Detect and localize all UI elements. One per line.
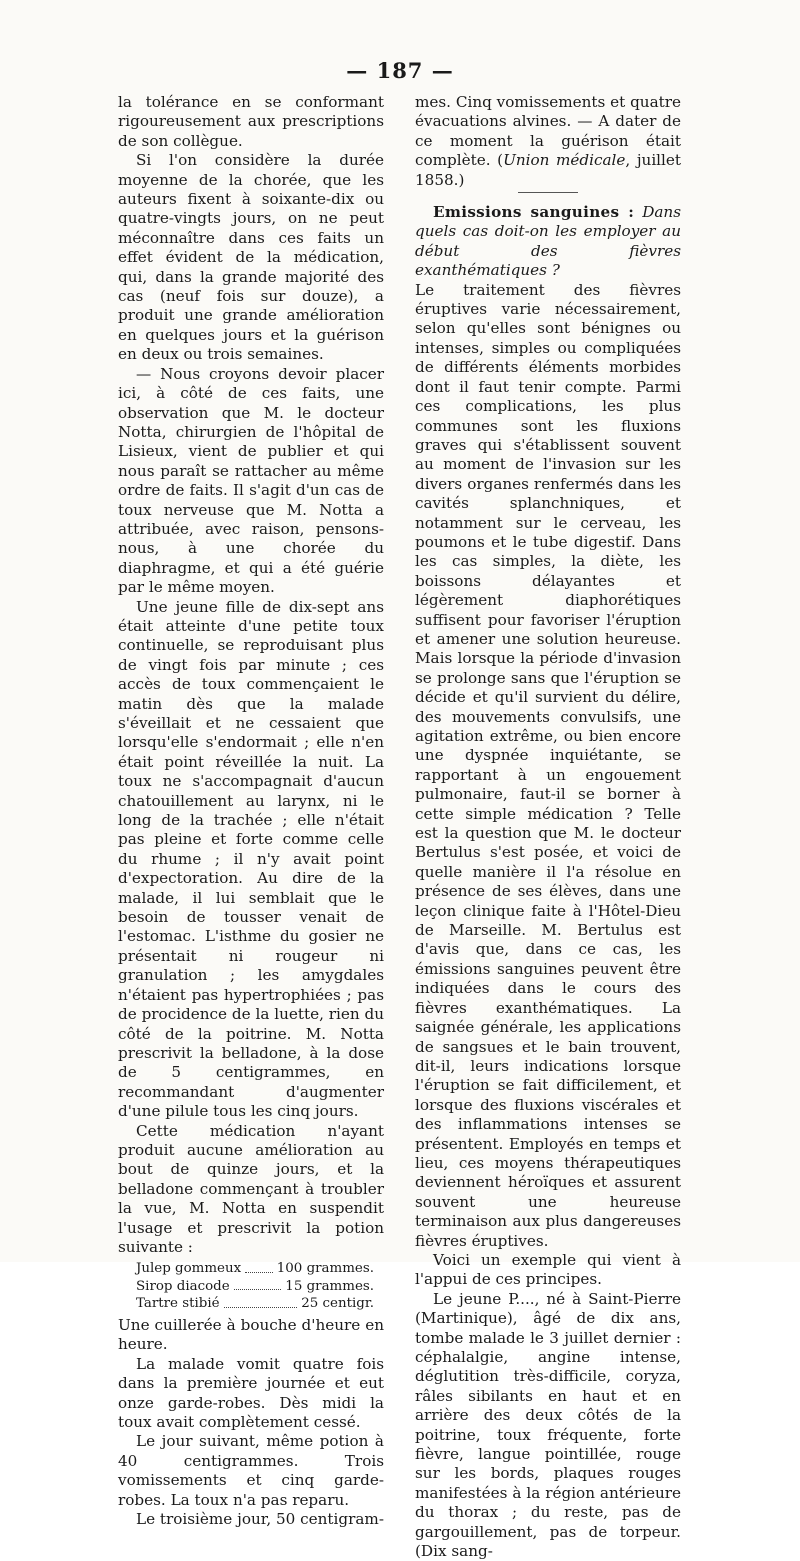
- prescription-item: [136, 1295, 374, 1313]
- paragraph: Le traitement des fièvres éruptives varie nécessairement, selon qu'elles sont bénignes ou intenses, simples ou compliquées de différents éléments morbides dont il faut tenir compte. Parmi ces complications, les plus communes sont les fluxions graves qui s'établissent souvent au moment de l'invasion sur les divers organes renfermés dans les cavités splanchniques, et notamment sur le cerveau, les poumons et le tube digestif. Dans les cas simples, la diète, les boissons délayantes et légèrement diaphorétiques suffisent pour favoriser l'éruption et amener une solution heureuse. Mais lorsque la période d'invasion se prolonge sans que l'éruption se décide et qu'il survient du délire, des mouvements convulsifs, une agitation extrême, ou bien encore une dyspnée inquiétante, se rapportant à un engouement pulmonaire, faut-il se borner à cette simple médication ? Telle est la question que M. le docteur Bertulus s'est posée, et voici de quelle manière il l'a résolue en présence de ses élèves, dans une leçon clinique faite à l'Hôtel-Dieu de Marseille. M. Bertulus est d'avis que, dans ce cas, les émissions sanguines peuvent être indiquées dans le cours des fièvres exanthématiques. La saignée générale, les applications de sangsues et le bain trouvent, dit-il, leurs indications lorsque l'éruption se fait difficilement, et lorsque des fluxions viscérales et des inflammations intenses se présentent. Employés en temps et lieu, ces moyens thérapeutiques deviennent héroïques et assurent souvent une heureuse terminaison aux plus dangereuses fièvres éruptives.: [415, 280, 681, 1250]
- journal-title: Union médicale: [503, 151, 626, 170]
- paragraph: Le jour suivant, même potion à 40 centigrammes. Trois vomissements et cinq garde-robes. La toux n'a pas reparu.: [118, 1432, 384, 1509]
- prescription-list: [136, 1260, 384, 1313]
- paragraph: Le troisième jour, 50 centigram-: [136, 1509, 384, 1528]
- ingredient-dose: 100 grammes.: [276, 1261, 374, 1277]
- paragraph: Le jeune P...., né à Saint-Pierre (Martinique), âgé de dix ans, tombe malade le 3 juillet dernier : céphalalgie, angine intense, déglutition très-difficile, coryza, râles sibilants en haut et en arrière des deux côtés de la poitrine, toux fréquente, forte fièvre, langue pointillée, rouge sur les bords, plaques rouges manifestées à la région antérieure du thorax ; du reste, pas de gargouillement, pas de torpeur. (Dix sang-: [415, 1289, 681, 1561]
- right-column: [415, 93, 681, 1561]
- paragraph: Cette médication n'ayant produit aucune amélioration au bout de quinze jours, et la belladone commençant à troubler la vue, M. Notta en suspendit l'usage et prescrivit la potion suivante :: [118, 1121, 384, 1256]
- paragraph: Si l'on considère la durée moyenne de la chorée, que les auteurs fixent à soixante-dix ou quatre-vingts jours, on ne peut méconnaître dans ces faits un effet évident de la médication, qui, dans la grande majorité des cas (neuf fois sur douze), a produit une grande amélioration en quelques jours et la guérison en deux ou trois semaines.: [118, 151, 384, 364]
- ingredient-dose: 15 grammes.: [285, 1278, 374, 1294]
- paragraph: Une jeune fille de dix-sept ans était atteinte d'une petite toux continuelle, se reproduisant plus de vingt fois par minute ; ces accès de toux commençaient le matin dès que la malade s'éveillait et ne cessaient que lorsqu'elle s'endormait ; elle n'en était point réveillée la nuit. La toux ne s'accompagnait d'aucun chatouillement au larynx, ni le long de la trachée ; elle n'était pas pleine et forte comme celle du rhume ; il n'y avait point d'expectoration. Au dire de la malade, il lui semblait que le besoin de tousser venait de l'estomac. L'isthme du gosier ne présentait ni rougeur ni granulation ; les amygdales n'étaient pas hypertrophiées ; pas de procidence de la luette, rien du côté de la poitrine. M. Notta prescrivit la belladone, à la dose de 5 centigrammes, en recommandant d'augmenter d'une pilule tous les cinq jours.: [118, 597, 384, 1121]
- heading-title: Emissions sanguines :: [433, 203, 635, 222]
- paragraph: Une cuillerée à bouche d'heure en heure.: [118, 1315, 384, 1354]
- prescription-item: [136, 1260, 374, 1278]
- citation-date: , juillet 1858.): [415, 151, 681, 189]
- left-column: [118, 93, 384, 1529]
- paragraph: La malade vomit quatre fois dans la première journée et eut onze garde-robes. Dès midi la toux avait complètement cessé.: [118, 1354, 384, 1431]
- prescription-item: [136, 1278, 374, 1296]
- ingredient-name: Sirop diacode: [136, 1278, 230, 1294]
- heading-question: Dans quels cas doit-on les employer au début des fièvres exanthématiques ?: [415, 203, 681, 280]
- ingredient-dose: 25 centigr.: [301, 1296, 374, 1312]
- paragraph: [415, 93, 681, 190]
- section-heading: [415, 203, 681, 281]
- section-divider: [518, 192, 578, 193]
- paragraph: la tolérance en se conformant rigoureusement aux prescriptions de son collègue.: [118, 93, 384, 150]
- ingredient-name: Tartre stibié: [136, 1296, 220, 1312]
- paragraph: — Nous croyons devoir placer ici, à côté de ces faits, une observation que M. le docteur Notta, chirurgien de l'hôpital de Lisieux, vient de publier et qui nous paraît se rattacher au même ordre de faits. Il s'agit d'un cas de toux nerveuse que M. Notta a attribuée, avec raison, pensons-nous, à une chorée du diaphragme, et qui a été guérie par le même moyen.: [118, 364, 384, 597]
- page-number: — 187 —: [346, 58, 454, 83]
- paragraph: Voici un exemple qui vient à l'appui de ces principes.: [415, 1250, 681, 1289]
- ingredient-name: Julep gommeux: [136, 1261, 242, 1277]
- paragraph-text: mes. Cinq vomissements et quatre évacuations alvines. — A dater de ce moment la guérison était complète. (: [415, 93, 681, 170]
